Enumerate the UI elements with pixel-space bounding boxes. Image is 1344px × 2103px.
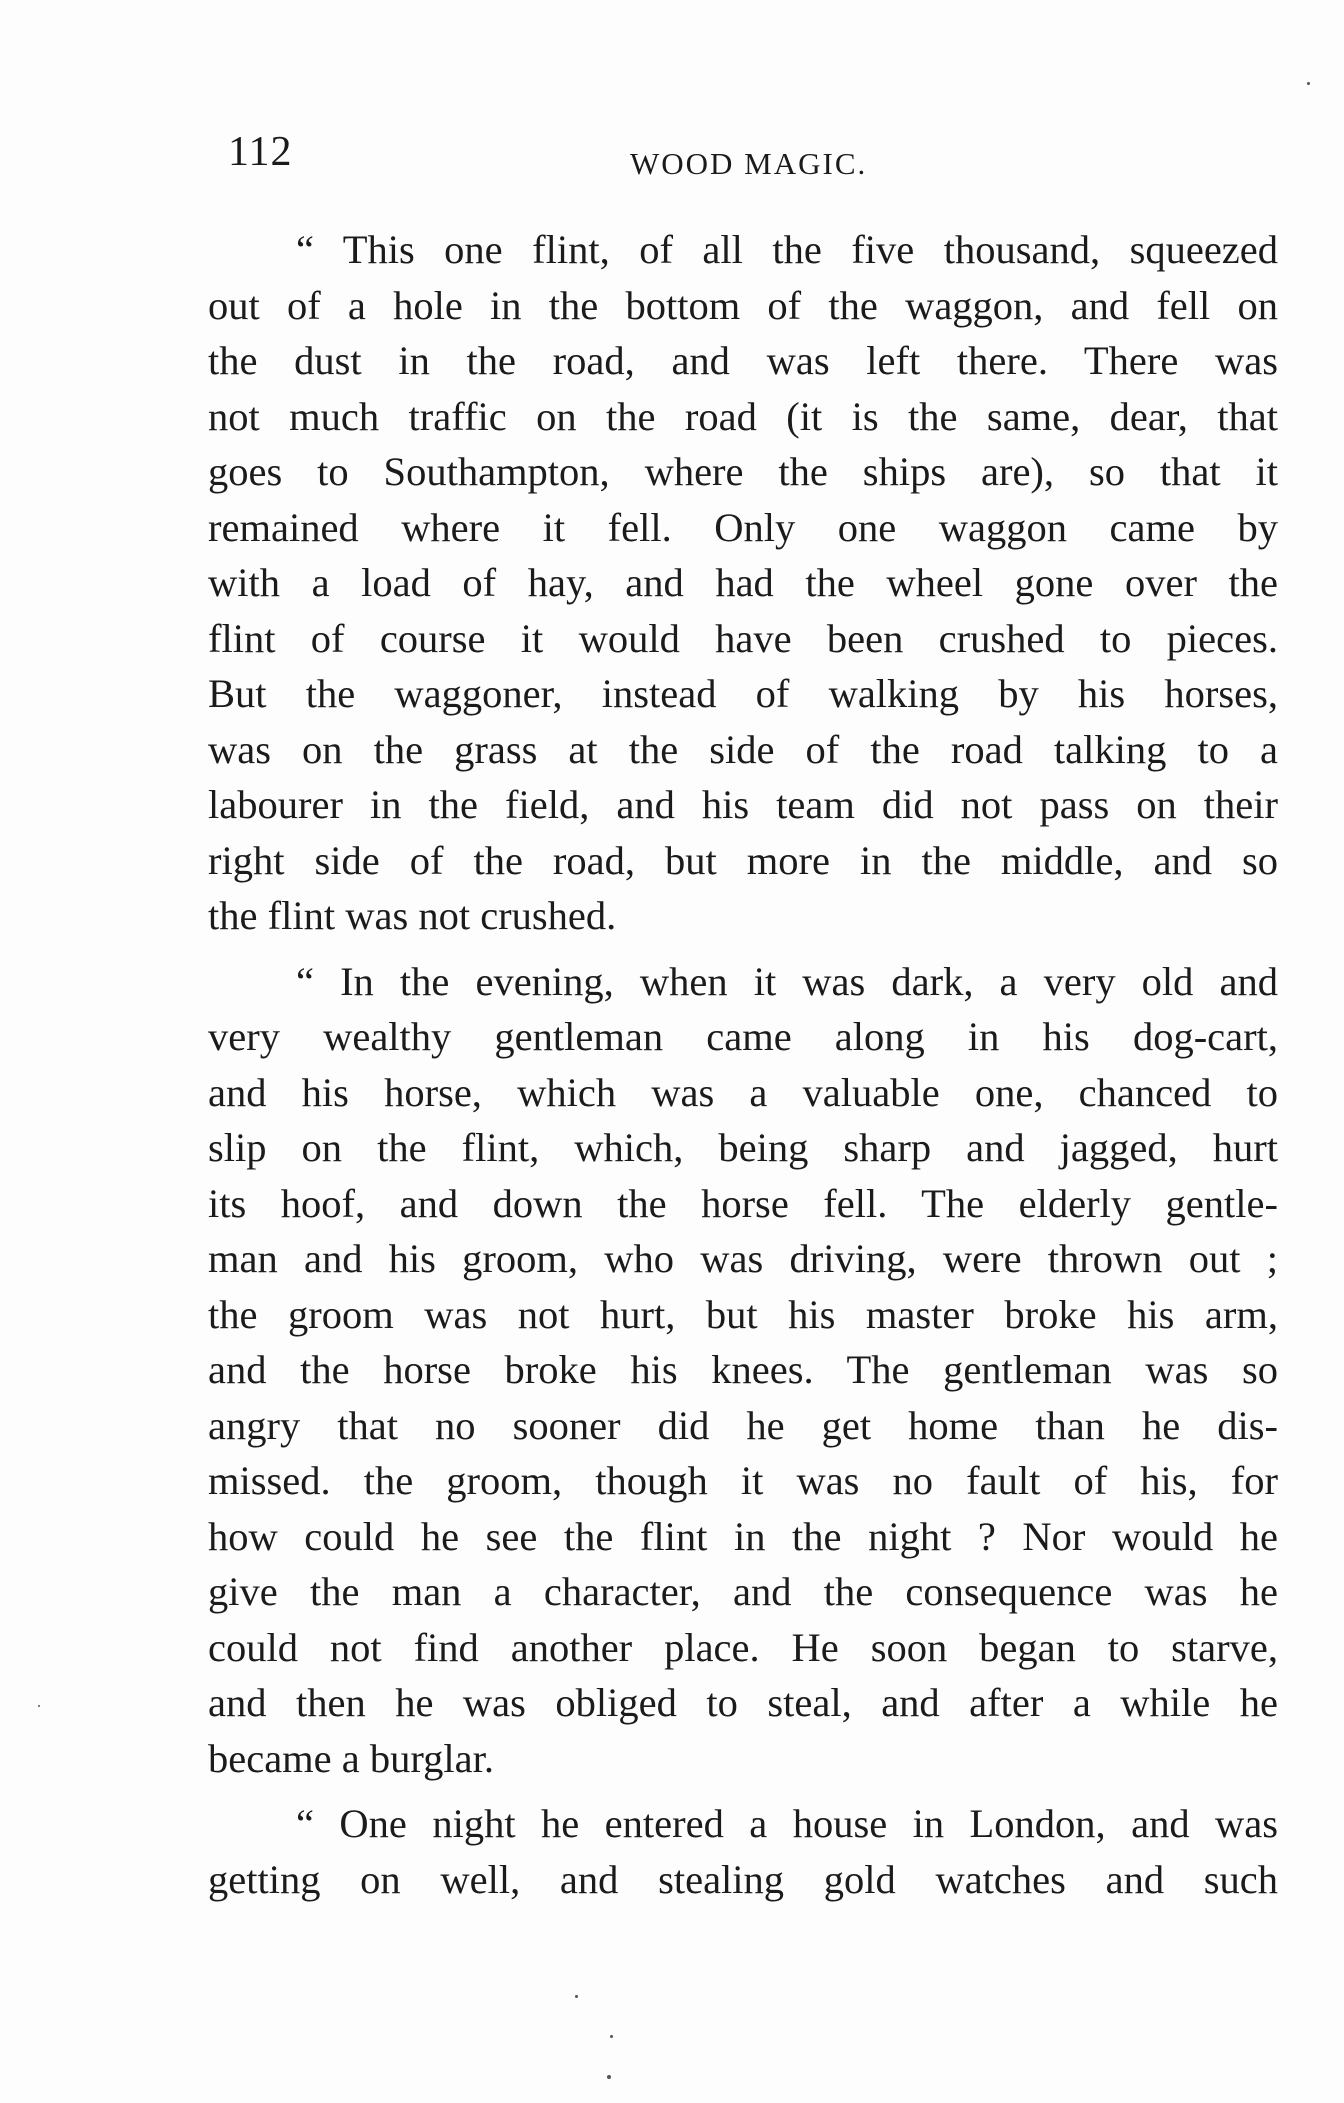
- text-line: became a burglar.: [208, 1735, 494, 1781]
- text-line: and the horse broke his knees. The gentleman was so: [208, 1347, 1278, 1392]
- paragraph-gap: [208, 1786, 1278, 1796]
- text-line: could not find another place. He soon began to starve,: [208, 1624, 1278, 1670]
- scan-speck: [38, 1705, 40, 1707]
- text-line: and his horse, which was a valuable one, chanced to: [208, 1069, 1278, 1115]
- running-head: WOOD MAGIC.: [630, 146, 868, 181]
- text-line: give the man a character, and the consequence was he: [208, 1569, 1278, 1614]
- body-text: [208, 222, 1278, 1907]
- text-line: “ One night he entered a house in London, and was: [296, 1801, 1278, 1846]
- text-line: But the waggoner, instead of walking by his horses,: [208, 671, 1278, 716]
- text-line: flint of course it would have been crushed to pieces.: [208, 615, 1278, 661]
- text-line: how could he see the flint in the night ? Nor would he: [208, 1513, 1278, 1559]
- text-line: right side of the road, but more in the middle, and so: [208, 837, 1278, 883]
- text-line: was on the grass at the side of the road talking to a: [208, 726, 1278, 772]
- scan-speck: [575, 1995, 578, 1998]
- text-line: “ This one flint, of all the five thousand, squeezed: [296, 227, 1278, 272]
- page-number: 112: [228, 129, 293, 175]
- text-line: labourer in the field, and his team did not pass on their: [208, 782, 1278, 827]
- paragraph-2: [208, 954, 1278, 1787]
- text-line: man and his groom, who was driving, were thrown out ;: [208, 1236, 1278, 1281]
- text-line: slip on the flint, which, being sharp and jagged, hurt: [208, 1125, 1278, 1170]
- text-line: not much traffic on the road (it is the same, dear, that: [208, 393, 1278, 439]
- scan-speck: [1307, 82, 1310, 85]
- text-line: “ In the evening, when it was dark, a very old and: [296, 958, 1278, 1004]
- text-line: the flint was not crushed.: [208, 893, 617, 938]
- text-line: goes to Southampton, where the ships are), so that it: [208, 449, 1278, 494]
- text-line: and then he was obliged to steal, and after a while he: [208, 1680, 1278, 1725]
- text-line: getting on well, and stealing gold watches and such: [208, 1856, 1278, 1902]
- text-line: missed. the groom, though it was no fault of his, for: [208, 1458, 1278, 1503]
- paragraph-1: [208, 222, 1278, 944]
- scan-speck: [607, 2075, 611, 2079]
- scan-speck: [610, 2035, 613, 2038]
- text-line: the groom was not hurt, but his master broke his arm,: [208, 1291, 1278, 1337]
- text-line: the dust in the road, and was left there. There was: [208, 338, 1278, 383]
- paragraph-3: [208, 1796, 1278, 1907]
- text-line: very wealthy gentleman came along in his dog-cart,: [208, 1014, 1278, 1059]
- text-line: out of a hole in the bottom of the waggon, and fell on: [208, 282, 1278, 328]
- text-line: with a load of hay, and had the wheel gone over the: [208, 560, 1278, 605]
- text-line: its hoof, and down the horse fell. The elderly gentle-: [208, 1180, 1278, 1226]
- text-line: angry that no sooner did he get home than he dis-: [208, 1402, 1278, 1448]
- page-header: [228, 128, 1278, 188]
- paragraph-gap: [208, 944, 1278, 954]
- text-line: remained where it fell. Only one waggon came by: [208, 504, 1278, 550]
